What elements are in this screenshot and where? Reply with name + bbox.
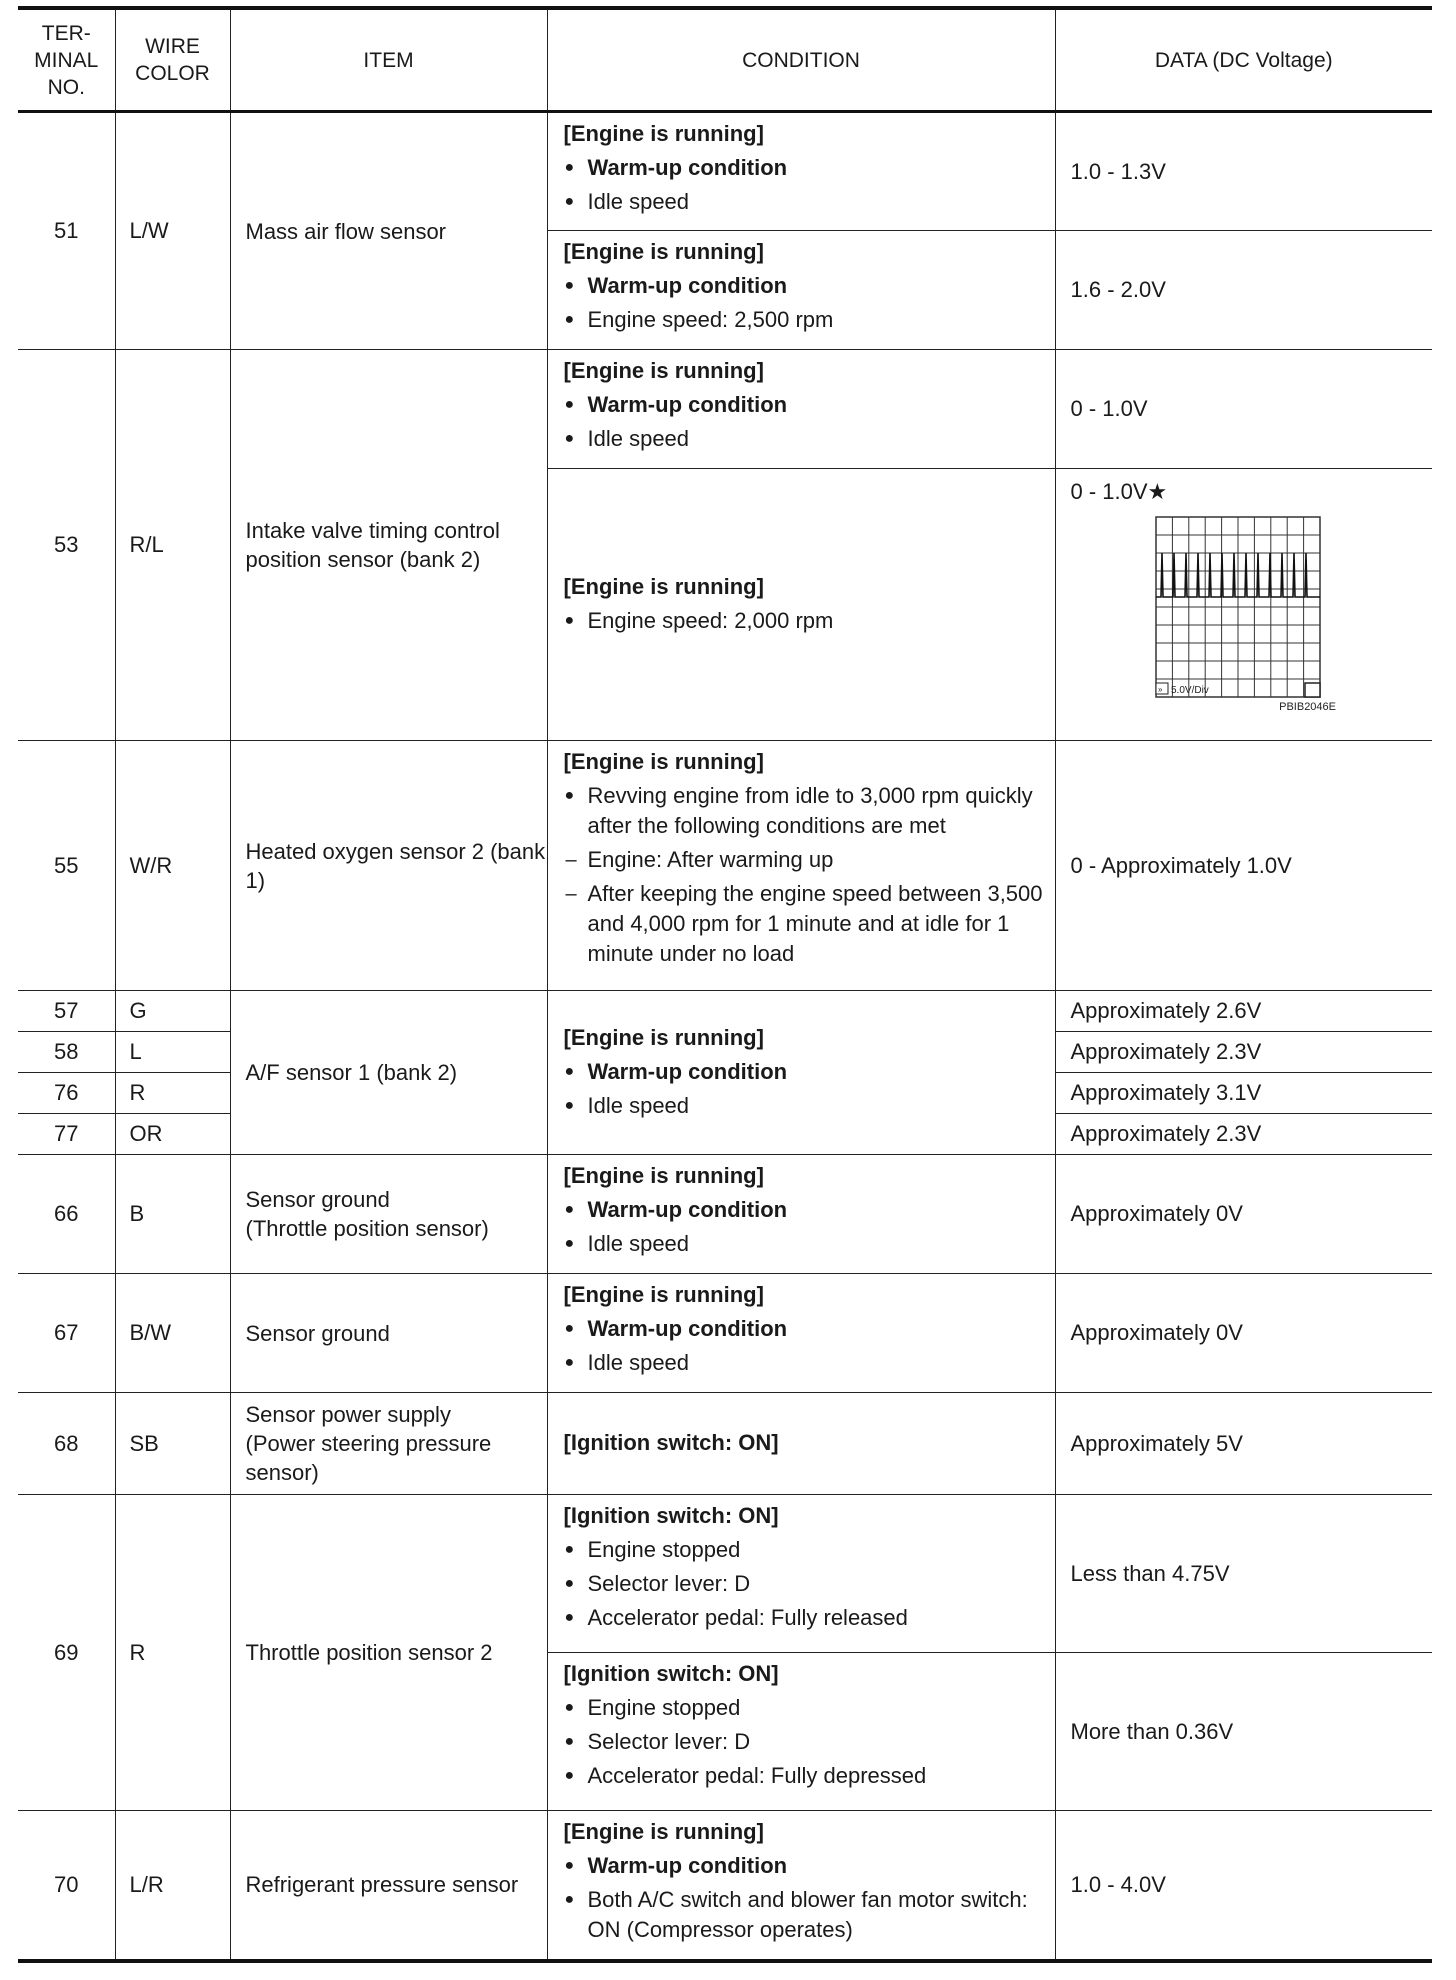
header-item: ITEM	[230, 8, 547, 112]
condition-bullet: ● Warm-up condition	[564, 1195, 1049, 1225]
condition-header: [Engine is running]	[563, 121, 764, 146]
wire-color: B	[115, 1155, 230, 1274]
condition-bullet: ● Selector lever: D	[564, 1569, 1049, 1599]
condition-cell	[547, 350, 1055, 469]
header-terminal: TER- MINAL NO.	[18, 8, 115, 112]
condition-bullet: ● Accelerator pedal: Fully depressed	[564, 1761, 1049, 1791]
table-row	[18, 1393, 1432, 1495]
wire-color: B/W	[115, 1274, 230, 1393]
condition-cell	[547, 1155, 1055, 1274]
condition-cell	[547, 1393, 1055, 1495]
table-row	[18, 991, 1432, 1032]
condition-header: [Engine is running]	[563, 1819, 764, 1844]
condition-header: [Engine is running]	[563, 573, 764, 599]
condition-header: [Engine is running]	[563, 1282, 764, 1307]
terminal-no: 66	[18, 1155, 115, 1274]
wire-color: SB	[115, 1393, 230, 1495]
figure-id: PBIB2046E	[1278, 701, 1336, 713]
condition-bullet: ● Engine speed: 2,000 rpm	[564, 606, 1049, 636]
data-value: More than 0.36V	[1055, 1653, 1432, 1811]
header-wire-color: WIRE COLOR	[115, 8, 230, 112]
condition-header: [Ignition switch: ON]	[563, 1661, 779, 1686]
wire-color: R/L	[115, 350, 230, 741]
terminal-no: 55	[18, 741, 115, 991]
data-value: Less than 4.75V	[1055, 1495, 1432, 1653]
condition-dash-item: – Engine: After warming up	[564, 845, 1049, 875]
wire-color: L	[115, 1032, 230, 1073]
terminal-data-page	[18, 6, 1432, 1963]
item-line: sensor)	[245, 1460, 319, 1485]
terminal-no: 68	[18, 1393, 115, 1495]
item-name	[230, 1155, 547, 1274]
condition-bullet: ● Engine stopped	[564, 1535, 1049, 1565]
item-line: Sensor power supply	[245, 1402, 451, 1427]
table-row	[18, 350, 1432, 469]
item-name: Heated oxygen sensor 2 (bank 1)	[230, 741, 547, 991]
condition-header: [Engine is running]	[563, 239, 764, 264]
wire-color: R	[115, 1495, 230, 1811]
table-row	[18, 1155, 1432, 1274]
condition-cell	[547, 991, 1055, 1155]
data-value: Approximately 3.1V	[1055, 1073, 1432, 1114]
data-value: Approximately 5V	[1055, 1393, 1432, 1495]
table-row	[18, 1495, 1432, 1653]
oscilloscope-waveform	[1071, 513, 1371, 713]
item-name	[230, 1393, 547, 1495]
svg-text:»: »	[1157, 685, 1162, 694]
item-name: Sensor ground	[230, 1274, 547, 1393]
condition-dash-item: – After keeping the engine speed between 3,500 and 4,000 rpm for 1 minute and at idle for 1 minute under no load	[564, 879, 1049, 969]
condition-bullet: ● Idle speed	[564, 1091, 1049, 1121]
data-value: Approximately 0V	[1055, 1274, 1432, 1393]
condition-bullet: ● Warm-up condition	[564, 1057, 1049, 1087]
data-value: 0 - Approximately 1.0V	[1055, 741, 1432, 991]
item-line: (Throttle position sensor)	[245, 1216, 489, 1241]
condition-cell	[547, 231, 1055, 350]
wire-color: G	[115, 991, 230, 1032]
item-name: Intake valve timing control position sensor (bank 2)	[230, 350, 547, 741]
condition-bullet: ● Warm-up condition	[564, 153, 1049, 183]
condition-header: [Engine is running]	[563, 358, 764, 383]
condition-header: [Engine is running]	[563, 1163, 764, 1188]
terminal-no: 57	[18, 991, 115, 1032]
item-line: Sensor ground	[245, 1187, 390, 1212]
condition-cell	[547, 1811, 1055, 1961]
data-value: 0 - 1.0V★	[1070, 479, 1168, 504]
item-line: (Power steering pressure	[245, 1431, 492, 1456]
terminal-no: 53	[18, 350, 115, 741]
condition-bullet: ● Warm-up condition	[564, 1851, 1049, 1881]
condition-bullet: ● Revving engine from idle to 3,000 rpm quickly after the following conditions are met	[564, 781, 1049, 841]
condition-cell	[547, 1274, 1055, 1393]
condition-bullet: ● Warm-up condition	[564, 1314, 1049, 1344]
condition-header: [Ignition switch: ON]	[563, 1503, 779, 1528]
condition-bullet: ● Selector lever: D	[564, 1727, 1049, 1757]
table-row	[18, 1811, 1432, 1961]
terminal-no: 70	[18, 1811, 115, 1961]
header-data: DATA (DC Voltage)	[1055, 8, 1432, 112]
item-name: A/F sensor 1 (bank 2)	[230, 991, 547, 1155]
data-value: Approximately 2.3V	[1055, 1114, 1432, 1155]
scope-scale-label: 5.0V/Div	[1170, 685, 1209, 696]
data-value: 1.6 - 2.0V	[1055, 231, 1432, 350]
table-row	[18, 112, 1432, 231]
condition-cell	[547, 469, 1055, 741]
wire-color: R	[115, 1073, 230, 1114]
wire-color: L/W	[115, 112, 230, 350]
terminal-no: 77	[18, 1114, 115, 1155]
condition-bullet: ● Idle speed	[564, 1348, 1049, 1378]
oscilloscope-figure	[1071, 513, 1371, 713]
data-value-with-waveform	[1055, 469, 1432, 741]
terminal-no: 69	[18, 1495, 115, 1811]
condition-bullet: ● Both A/C switch and blower fan motor switch: ON (Compressor operates)	[564, 1885, 1049, 1945]
wire-color: OR	[115, 1114, 230, 1155]
data-value: 0 - 1.0V	[1055, 350, 1432, 469]
condition-header: [Engine is running]	[563, 749, 764, 774]
condition-bullet: ● Engine speed: 2,500 rpm	[564, 305, 1049, 335]
data-value: Approximately 2.3V	[1055, 1032, 1432, 1073]
condition-bullet: ● Warm-up condition	[564, 390, 1049, 420]
condition-cell	[547, 1653, 1055, 1811]
terminal-no: 67	[18, 1274, 115, 1393]
condition-bullet: ● Engine stopped	[564, 1693, 1049, 1723]
condition-bullet: ● Idle speed	[564, 187, 1049, 217]
terminal-no: 58	[18, 1032, 115, 1073]
condition-bullet: ● Accelerator pedal: Fully released	[564, 1603, 1049, 1633]
data-value: Approximately 0V	[1055, 1155, 1432, 1274]
item-name: Refrigerant pressure sensor	[230, 1811, 547, 1961]
condition-bullet: ● Warm-up condition	[564, 271, 1049, 301]
data-value: Approximately 2.6V	[1055, 991, 1432, 1032]
data-value: 1.0 - 4.0V	[1055, 1811, 1432, 1961]
condition-bullet: ● Idle speed	[564, 424, 1049, 454]
wire-color: L/R	[115, 1811, 230, 1961]
condition-header: [Engine is running]	[563, 1024, 764, 1050]
table-row	[18, 741, 1432, 991]
header-condition: CONDITION	[547, 8, 1055, 112]
table-row	[18, 1274, 1432, 1393]
condition-cell	[547, 741, 1055, 991]
ecm-terminal-table	[18, 6, 1432, 1963]
wire-color: W/R	[115, 741, 230, 991]
condition-header: [Ignition switch: ON]	[563, 1429, 779, 1455]
condition-bullet: ● Idle speed	[564, 1229, 1049, 1259]
data-value: 1.0 - 1.3V	[1055, 112, 1432, 231]
terminal-no: 51	[18, 112, 115, 350]
terminal-no: 76	[18, 1073, 115, 1114]
condition-cell	[547, 112, 1055, 231]
condition-cell	[547, 1495, 1055, 1653]
table-header-row	[18, 8, 1432, 112]
item-name: Mass air flow sensor	[230, 112, 547, 350]
item-name: Throttle position sensor 2	[230, 1495, 547, 1811]
